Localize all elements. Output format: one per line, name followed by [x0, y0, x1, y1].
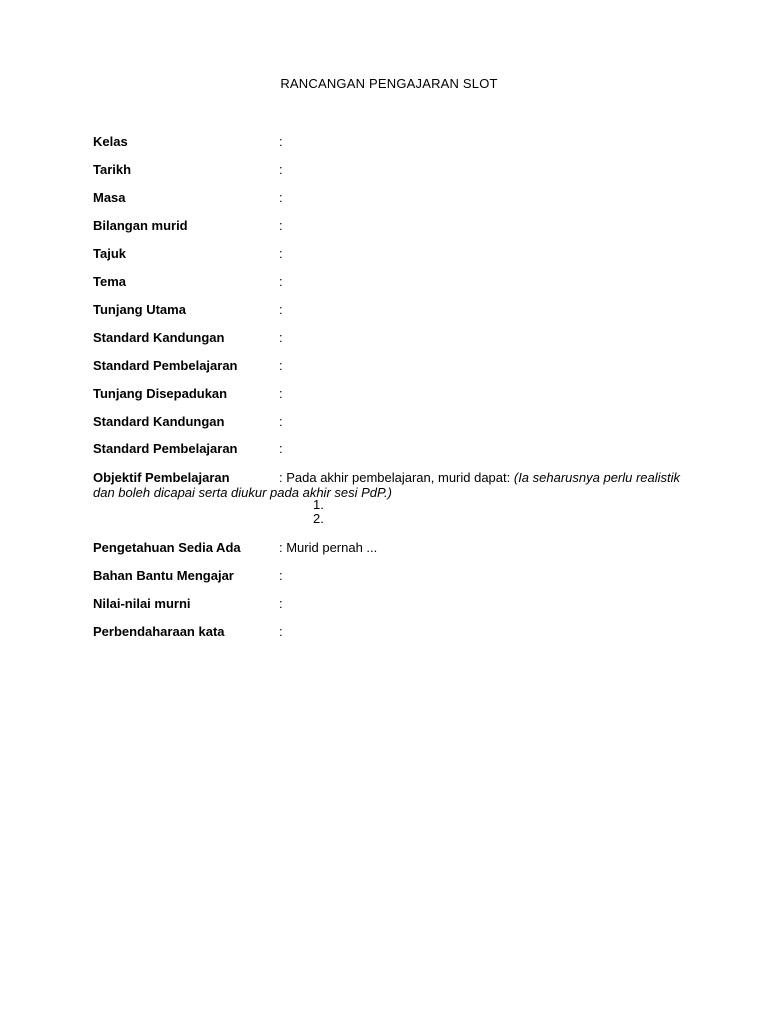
objektif-intro: : Pada akhir pembelajaran, murid dapat: — [279, 470, 514, 485]
field-value: : — [279, 218, 283, 233]
field-label: Tunjang Disepadukan — [93, 386, 228, 401]
field-value: : — [279, 134, 283, 149]
field-label: Standard Kandungan — [93, 414, 225, 429]
field-label: Standard Pembelajaran — [93, 358, 238, 373]
field-value: : — [279, 386, 283, 401]
objektif-item: 1. — [313, 497, 324, 512]
field-label: Masa — [93, 190, 126, 205]
field-value: : — [279, 568, 283, 583]
field-value: : — [279, 414, 283, 429]
field-label: Standard Pembelajaran — [93, 441, 238, 456]
field-value: : — [279, 330, 283, 345]
objektif-item: 2. — [313, 511, 324, 526]
field-value: : Murid pernah ... — [279, 540, 378, 555]
field-label: Tunjang Utama — [93, 302, 186, 317]
field-label: Standard Kandungan — [93, 330, 225, 345]
field-label: Objektif Pembelajaran — [93, 470, 230, 485]
field-value: : — [279, 624, 283, 639]
field-value: : — [279, 596, 283, 611]
objektif-note-line2: dan boleh dicapai serta diukur pada akhir sesi PdP.) — [93, 485, 392, 500]
field-label: Bahan Bantu Mengajar — [93, 568, 234, 583]
field-value: : — [279, 190, 283, 205]
field-value: : — [279, 358, 283, 373]
field-label: Bilangan murid — [93, 218, 188, 233]
field-label: Tajuk — [93, 246, 126, 261]
field-value: : — [279, 162, 283, 177]
field-value: : — [279, 441, 283, 456]
field-value: : — [279, 274, 283, 289]
field-value: : — [279, 246, 283, 261]
field-label: Tarikh — [93, 162, 132, 177]
document-title: RANCANGAN PENGAJARAN SLOT — [280, 76, 498, 91]
field-label: Perbendaharaan kata — [93, 624, 225, 639]
field-label: Nilai-nilai murni — [93, 596, 191, 611]
objektif-note-line1: (Ia seharusnya perlu realistik — [513, 470, 681, 485]
field-label: Tema — [93, 274, 126, 289]
field-value: : — [279, 302, 283, 317]
field-label: Pengetahuan Sedia Ada — [93, 540, 241, 555]
field-label: Kelas — [93, 134, 128, 149]
objektif-value — [279, 470, 680, 485]
